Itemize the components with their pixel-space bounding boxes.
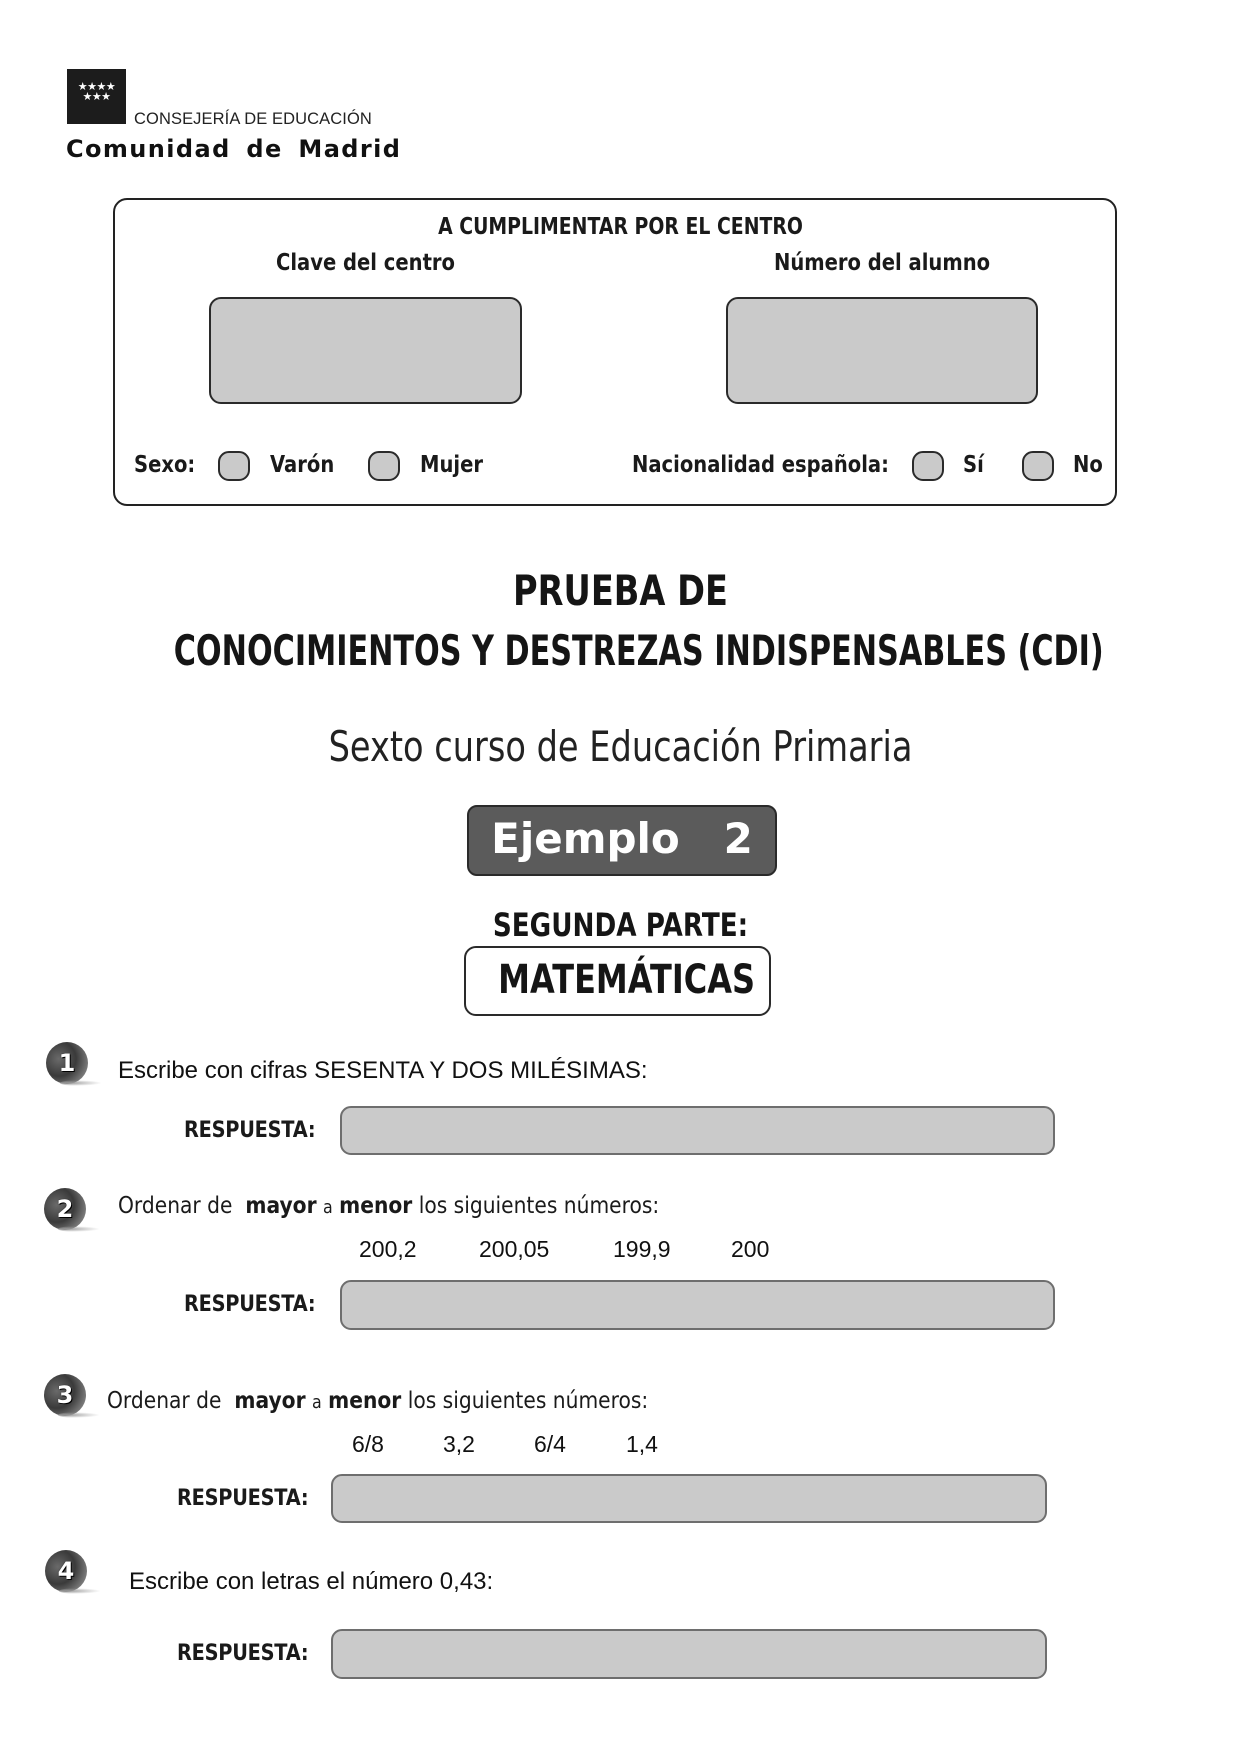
q3-number: 6/8 <box>352 1431 384 1457</box>
title-line2: CONOCIMIENTOS Y DESTREZAS INDISPENSABLES (CDI) <box>173 626 1104 675</box>
question-3-text <box>107 1388 648 1414</box>
q3-text-prefix: Ordenar de <box>107 1388 222 1414</box>
numero-label: Número del alumno <box>773 250 991 276</box>
clave-label: Clave del centro <box>275 250 456 276</box>
question-4-answer-label: RESPUESTA: <box>177 1641 309 1666</box>
subject-box <box>464 946 771 1016</box>
question-4-number-icon: 4 <box>45 1550 87 1592</box>
numero-field[interactable] <box>726 297 1038 404</box>
question-4-text: Escribe con letras el número 0,43: <box>129 1568 494 1595</box>
question-1-answer-field[interactable] <box>340 1106 1055 1155</box>
sexo-varon-radio[interactable] <box>218 451 250 481</box>
subject-title: MATEMÁTICAS <box>498 957 756 1003</box>
course-subtitle: Sexto curso de Educación Primaria <box>328 722 913 771</box>
clave-field[interactable] <box>209 297 522 404</box>
question-2-text <box>118 1193 659 1219</box>
q3-text-suffix: los siguientes números: <box>407 1388 649 1414</box>
madrid-logo <box>67 69 126 124</box>
q3-text-a: a <box>311 1392 322 1413</box>
q3-text-menor: menor <box>328 1388 402 1414</box>
question-2-answer-label: RESPUESTA: <box>184 1292 316 1317</box>
question-1-text: Escribe con cifras SESENTA Y DOS MILÉSIMAS: <box>118 1057 648 1084</box>
sexo-label: Sexo: <box>134 452 196 478</box>
question-3-answer-label: RESPUESTA: <box>177 1486 309 1511</box>
varon-label: Varón <box>270 452 335 478</box>
q3-number: 6/4 <box>534 1431 566 1457</box>
question-2-number-icon: 2 <box>44 1188 86 1230</box>
question-2-answer-field[interactable] <box>340 1280 1055 1330</box>
region-name: Comunidad de Madrid <box>66 135 402 163</box>
question-3-number-icon: 3 <box>44 1374 86 1416</box>
q2-text-menor: menor <box>339 1193 413 1219</box>
example-badge: Ejemplo 2 <box>467 805 777 876</box>
question-4-answer-field[interactable] <box>331 1629 1047 1679</box>
centre-box-title: A CUMPLIMENTAR POR EL CENTRO <box>438 214 803 240</box>
q2-text-prefix: Ordenar de <box>118 1193 233 1219</box>
q2-number: 200 <box>731 1236 770 1262</box>
q3-text-mayor: mayor <box>234 1388 306 1414</box>
si-label: Sí <box>963 452 984 478</box>
q2-number: 200,2 <box>359 1236 417 1262</box>
no-label: No <box>1073 452 1103 478</box>
q3-number: 1,4 <box>626 1431 658 1457</box>
q2-text-suffix: los siguientes números: <box>418 1193 660 1219</box>
nacionalidad-no-radio[interactable] <box>1022 451 1054 481</box>
sexo-mujer-radio[interactable] <box>368 451 400 481</box>
question-1-number-icon: 1 <box>46 1042 88 1084</box>
q2-text-a: a <box>322 1197 333 1218</box>
question-3-answer-field[interactable] <box>331 1474 1047 1523</box>
mujer-label: Mujer <box>420 452 483 478</box>
title-line1: PRUEBA DE <box>513 566 728 615</box>
part-heading: SEGUNDA PARTE: <box>492 906 749 944</box>
question-3-numbers <box>352 1431 658 1458</box>
q3-number: 3,2 <box>443 1431 475 1457</box>
nacionalidad-label: Nacionalidad española: <box>632 452 889 478</box>
nacionalidad-si-radio[interactable] <box>912 451 944 481</box>
department-name: CONSEJERÍA DE EDUCACIÓN <box>134 110 372 128</box>
q2-text-mayor: mayor <box>245 1193 317 1219</box>
question-2-numbers <box>359 1236 769 1263</box>
q2-number: 199,9 <box>613 1236 671 1262</box>
stars-icon: ★★★★ ★★★ <box>77 81 116 103</box>
question-1-answer-label: RESPUESTA: <box>184 1118 316 1143</box>
q2-number: 200,05 <box>479 1236 550 1262</box>
